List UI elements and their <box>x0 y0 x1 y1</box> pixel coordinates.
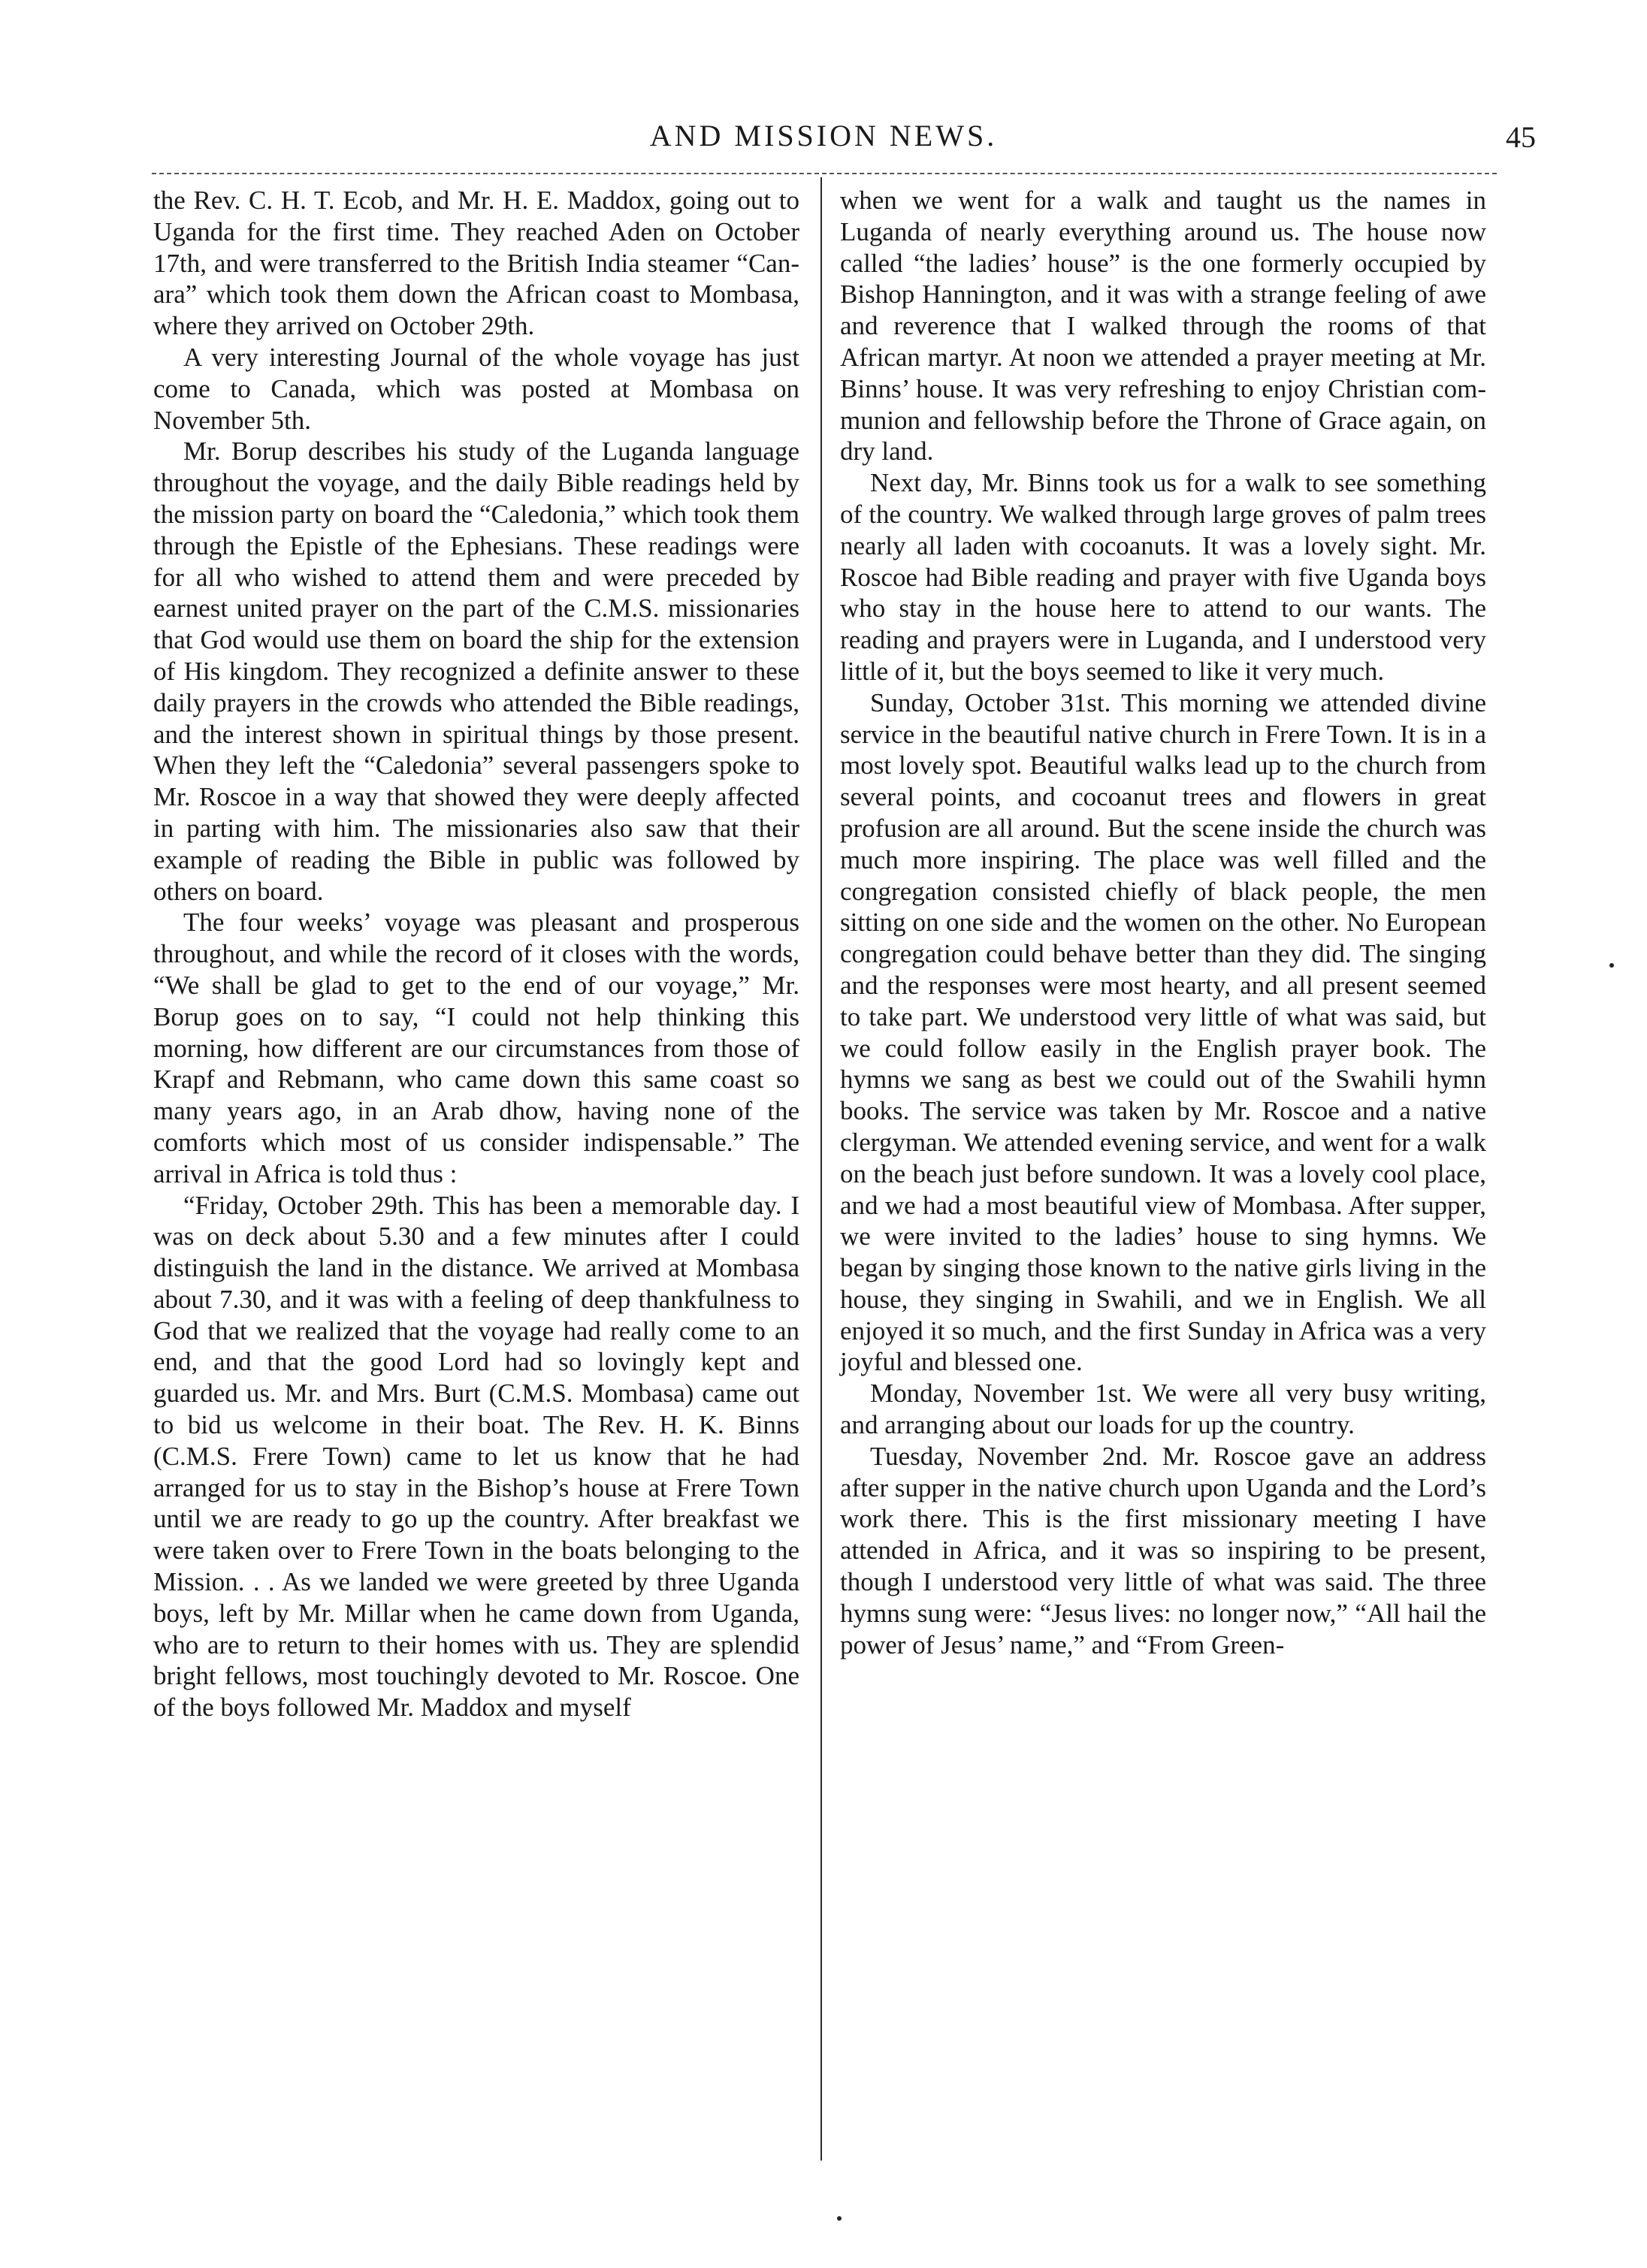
paragraph: “Friday, October 29th. This has been a memorable day. I was on deck about 5.30 and a few minutes after I could distinguish the land in the distance. We arrived at Mombasa about 7.30, and it was with a feeling of deep thankfulness to God that we realized that the voyage had really come to an end, and that the good Lord had so lovingly kept and guarded us. Mr. and Mrs. Burt (C.M.S. Mombasa) came out to bid us welcome in their boat. The Rev. H. K. Binns (C.M.S. Frere Town) came to let us know that he had arranged for us to stay in the Bishop’s house at Frere Town until we are ready to go up the country. After breakfast we were taken over to Frere Town in the boats belonging to the Mission. . . As we landed we were greeted by three Uganda boys, left by Mr. Millar when he came down from Uganda, who are to return to their homes with us. They are splendid bright fellows, most touchingly devoted to Mr. Roscoe. One of the boys followed Mr. Maddox and myself <box>153 1190 799 1723</box>
header-rule <box>152 173 1497 174</box>
paragraph: Tuesday, November 2nd. Mr. Roscoe gave an address after supper in the native church upon Uganda and the Lord’s work there. This is the first missionary meeting I have attended in Africa, and it was so inspiring to be present, though I understood very little of what was said. The three hymns sung were: “Jesus lives: no longer now,” “All hail the power of Jesus’ name,” and “From Green- <box>840 1441 1486 1659</box>
paragraph: when we went for a walk and taught us the names in Luganda of nearly everything around us. The house now called “the ladies’ house” is the one formerly occupied by Bishop Hannington, and it was with a strange feeling of awe and reverence that I walked through the rooms of that African martyr. At noon we attended a prayer meeting at Mr. Binns’ house. It was very refreshing to enjoy Christian communion and fellowship before the Throne of Grace again, on dry land. <box>840 186 1486 467</box>
paragraph: Monday, November 1st. We were all very busy writing, and arranging about our loads for up the country. <box>840 1379 1486 1440</box>
paragraph: Sunday, October 31st. This morning we attended divine service in the beautiful native church in Frere Town. It is in a most lovely spot. Beautiful walks lead up to the church from several points, and cocoanut trees and flowers in great profusion are all around. But the scene inside the church was much more inspiring. The place was well filled and the congregation consisted chiefly of black people, the men sitting on one side and the women on the other. No European congregation could behave better than they did. The singing and the responses were most hearty, and all present seemed to take part. We understood very little of what was said, but we could follow easily in the English prayer book. The hymns we sang as best we could out of the Swahili hymn books. The service was taken by Mr. Roscoe and a native clergyman. We attended evening service, and went for a walk on the beach just before sundown. It was a lovely cool place, and we had a most beautiful view of Mombasa. After supper, we were invited to the ladies’ house to sing hymns. We began by singing those known to the native girls living in the house, they singing in Swahili, and we in English. We all enjoyed it so much, and the first Sunday in Africa was a very joyful and blessed one. <box>840 687 1486 1377</box>
left-column <box>153 185 799 1723</box>
column-divider <box>820 177 822 2161</box>
paragraph: the Rev. C. H. T. Ecob, and Mr. H. E. Maddox, going out to Uganda for the first time. They reached Aden on October 17th, and were transferred to the British India steamer “Canara” which took them down the African coast to Mombasa, where they arrived on October 29th. <box>153 186 799 341</box>
running-title: AND MISSION NEWS. <box>649 119 998 153</box>
paragraph: Next day, Mr. Binns took us for a walk to see something of the country. We walked through large groves of palm trees nearly all laden with cocoanuts. It was a lovely sight. Mr. Roscoe had Bible reading and prayer with five Uganda boys who stay in the house here to attend to our wants. The reading and prayers were in Luganda, and I understood very little of it, but the boys seemed to like it very much. <box>840 468 1486 686</box>
page-number: 45 <box>1506 120 1536 154</box>
right-column <box>840 185 1486 1660</box>
paragraph: A very interesting Journal of the whole voyage has just come to Canada, which was posted at Mombasa on November 5th. <box>153 342 799 435</box>
paragraph: Mr. Borup describes his study of the Luganda language throughout the voyage, and the daily Bible readings held by the mission party on board the “Caledonia,” which took them through the Epistle of the Ephesians. These readings were for all who wished to attend them and were preceded by earnest united prayer on the part of the C.M.S. missionaries that God would use them on board the ship for the extension of His kingdom. They recognized a definite answer to these daily prayers in the crowds who attended the Bible readings, and the interest shown in spiritual things by those present. When they left the “Caledonia” several passengers spoke to Mr. Roscoe in a way that showed they were deeply affected in parting with him. The missionaries also saw that their example of reading the Bible in public was followed by others on board. <box>153 436 799 906</box>
print-speck <box>837 2216 842 2221</box>
paragraph: The four weeks’ voyage was pleasant and prosperous throughout, and while the record of it closes with the words, “We shall be glad to get to the end of our voyage,” Mr. Borup goes on to say, “I could not help thinking this morning, how different are our circumstances from those of Krapf and Rebmann, who came down this same coast so many years ago, in an Arab dhow, having none of the comforts which most of us consider indispensable.” The arrival in Africa is told thus : <box>153 908 799 1188</box>
print-speck <box>1609 963 1614 968</box>
